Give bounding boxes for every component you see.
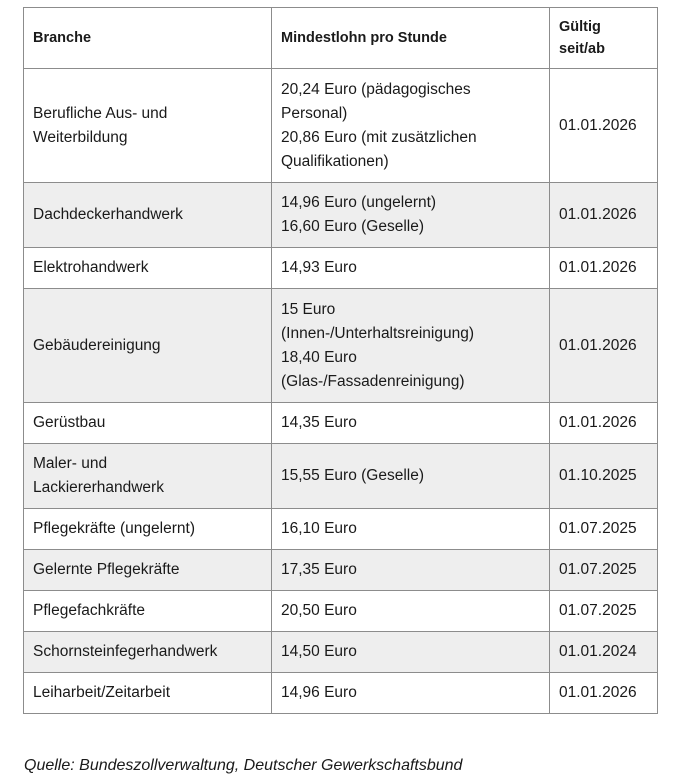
lohn-line: 15 Euro bbox=[281, 300, 336, 318]
cell-mindestlohn bbox=[272, 673, 550, 714]
cell-mindestlohn bbox=[272, 509, 550, 550]
cell-branche bbox=[24, 673, 272, 714]
table-body bbox=[24, 69, 658, 714]
cell-gueltig: 01.01.2026 bbox=[550, 673, 658, 714]
cell-mindestlohn bbox=[272, 183, 550, 248]
branche-line: Schornsteinfegerhandwerk bbox=[33, 643, 218, 660]
cell-gueltig: 01.01.2026 bbox=[550, 183, 658, 248]
cell-branche bbox=[24, 183, 272, 248]
lohn-line: 16,10 Euro bbox=[281, 520, 357, 537]
lohn-line: 18,40 Euro bbox=[281, 348, 357, 366]
branche-line: Gebäudereinigung bbox=[33, 336, 161, 354]
lohn-line: Personal) bbox=[281, 104, 348, 122]
cell-mindestlohn bbox=[272, 591, 550, 632]
branche-line: Berufliche Aus- und bbox=[33, 104, 168, 122]
branche-line: Lackiererhandwerk bbox=[33, 479, 164, 496]
table-row bbox=[24, 591, 658, 632]
branche-line: Gerüstbau bbox=[33, 414, 106, 431]
lohn-line: 20,50 Euro bbox=[281, 602, 357, 619]
lohn-line: 20,86 Euro (mit zusätzlichen bbox=[281, 128, 477, 146]
cell-branche bbox=[24, 591, 272, 632]
header-gueltig: Gültig seit/ab bbox=[550, 8, 658, 69]
table-row bbox=[24, 444, 658, 509]
lohn-line: 14,96 Euro (ungelernt) bbox=[281, 194, 437, 211]
table-row bbox=[24, 509, 658, 550]
branche-line: Pflegekräfte (ungelernt) bbox=[33, 520, 195, 537]
table-row bbox=[24, 289, 658, 403]
table-row bbox=[24, 69, 658, 183]
cell-gueltig: 01.01.2024 bbox=[550, 632, 658, 673]
cell-gueltig: 01.07.2025 bbox=[550, 591, 658, 632]
branche-line: Elektrohandwerk bbox=[33, 259, 149, 276]
cell-mindestlohn bbox=[272, 69, 550, 183]
branche-line: Weiterbildung bbox=[33, 128, 128, 146]
cell-gueltig: 01.01.2026 bbox=[550, 248, 658, 289]
cell-gueltig: 01.07.2025 bbox=[550, 509, 658, 550]
cell-branche bbox=[24, 289, 272, 403]
lohn-line: 14,35 Euro bbox=[281, 414, 357, 431]
table-row bbox=[24, 403, 658, 444]
lohn-line: 16,60 Euro (Geselle) bbox=[281, 218, 425, 235]
branche-line: Maler- und bbox=[33, 455, 108, 472]
lohn-line: 14,93 Euro bbox=[281, 259, 357, 276]
table-header-row bbox=[24, 8, 658, 69]
table-row bbox=[24, 248, 658, 289]
lohn-line: (Glas-/Fassadenreinigung) bbox=[281, 372, 465, 390]
lohn-line: 14,96 Euro bbox=[281, 684, 357, 701]
cell-gueltig: 01.10.2025 bbox=[550, 444, 658, 509]
branche-line: Dachdeckerhandwerk bbox=[33, 206, 183, 223]
cell-branche bbox=[24, 632, 272, 673]
cell-mindestlohn bbox=[272, 444, 550, 509]
cell-mindestlohn bbox=[272, 632, 550, 673]
cell-branche bbox=[24, 509, 272, 550]
minimum-wage-table bbox=[23, 7, 658, 714]
cell-branche bbox=[24, 403, 272, 444]
cell-gueltig: 01.01.2026 bbox=[550, 403, 658, 444]
branche-line: Gelernte Pflegekräfte bbox=[33, 561, 180, 578]
cell-branche bbox=[24, 550, 272, 591]
lohn-line: 17,35 Euro bbox=[281, 561, 357, 578]
branche-line: Pflegefachkräfte bbox=[33, 602, 146, 619]
lohn-line: (Innen-/Unterhaltsreinigung) bbox=[281, 324, 474, 342]
header-branche: Branche bbox=[24, 8, 272, 69]
lohn-line: 15,55 Euro (Geselle) bbox=[281, 467, 425, 484]
lohn-line: 20,24 Euro (pädagogisches bbox=[281, 80, 471, 98]
cell-mindestlohn bbox=[272, 248, 550, 289]
table-row bbox=[24, 632, 658, 673]
cell-gueltig: 01.01.2026 bbox=[550, 69, 658, 183]
table-row bbox=[24, 673, 658, 714]
lohn-line: Qualifikationen) bbox=[281, 152, 389, 170]
cell-mindestlohn bbox=[272, 550, 550, 591]
cell-branche bbox=[24, 444, 272, 509]
table-row bbox=[24, 550, 658, 591]
cell-gueltig: 01.07.2025 bbox=[550, 550, 658, 591]
header-mindestlohn: Mindestlohn pro Stunde bbox=[272, 8, 550, 69]
cell-branche bbox=[24, 69, 272, 183]
source-note: Quelle: Bundeszollverwaltung, Deutscher Gewerkschaftsbund bbox=[24, 757, 463, 774]
cell-branche bbox=[24, 248, 272, 289]
table-row bbox=[24, 183, 658, 248]
cell-gueltig: 01.01.2026 bbox=[550, 289, 658, 403]
cell-mindestlohn bbox=[272, 403, 550, 444]
cell-mindestlohn bbox=[272, 289, 550, 403]
branche-line: Leiharbeit/Zeitarbeit bbox=[33, 684, 170, 701]
lohn-line: 14,50 Euro bbox=[281, 643, 357, 660]
